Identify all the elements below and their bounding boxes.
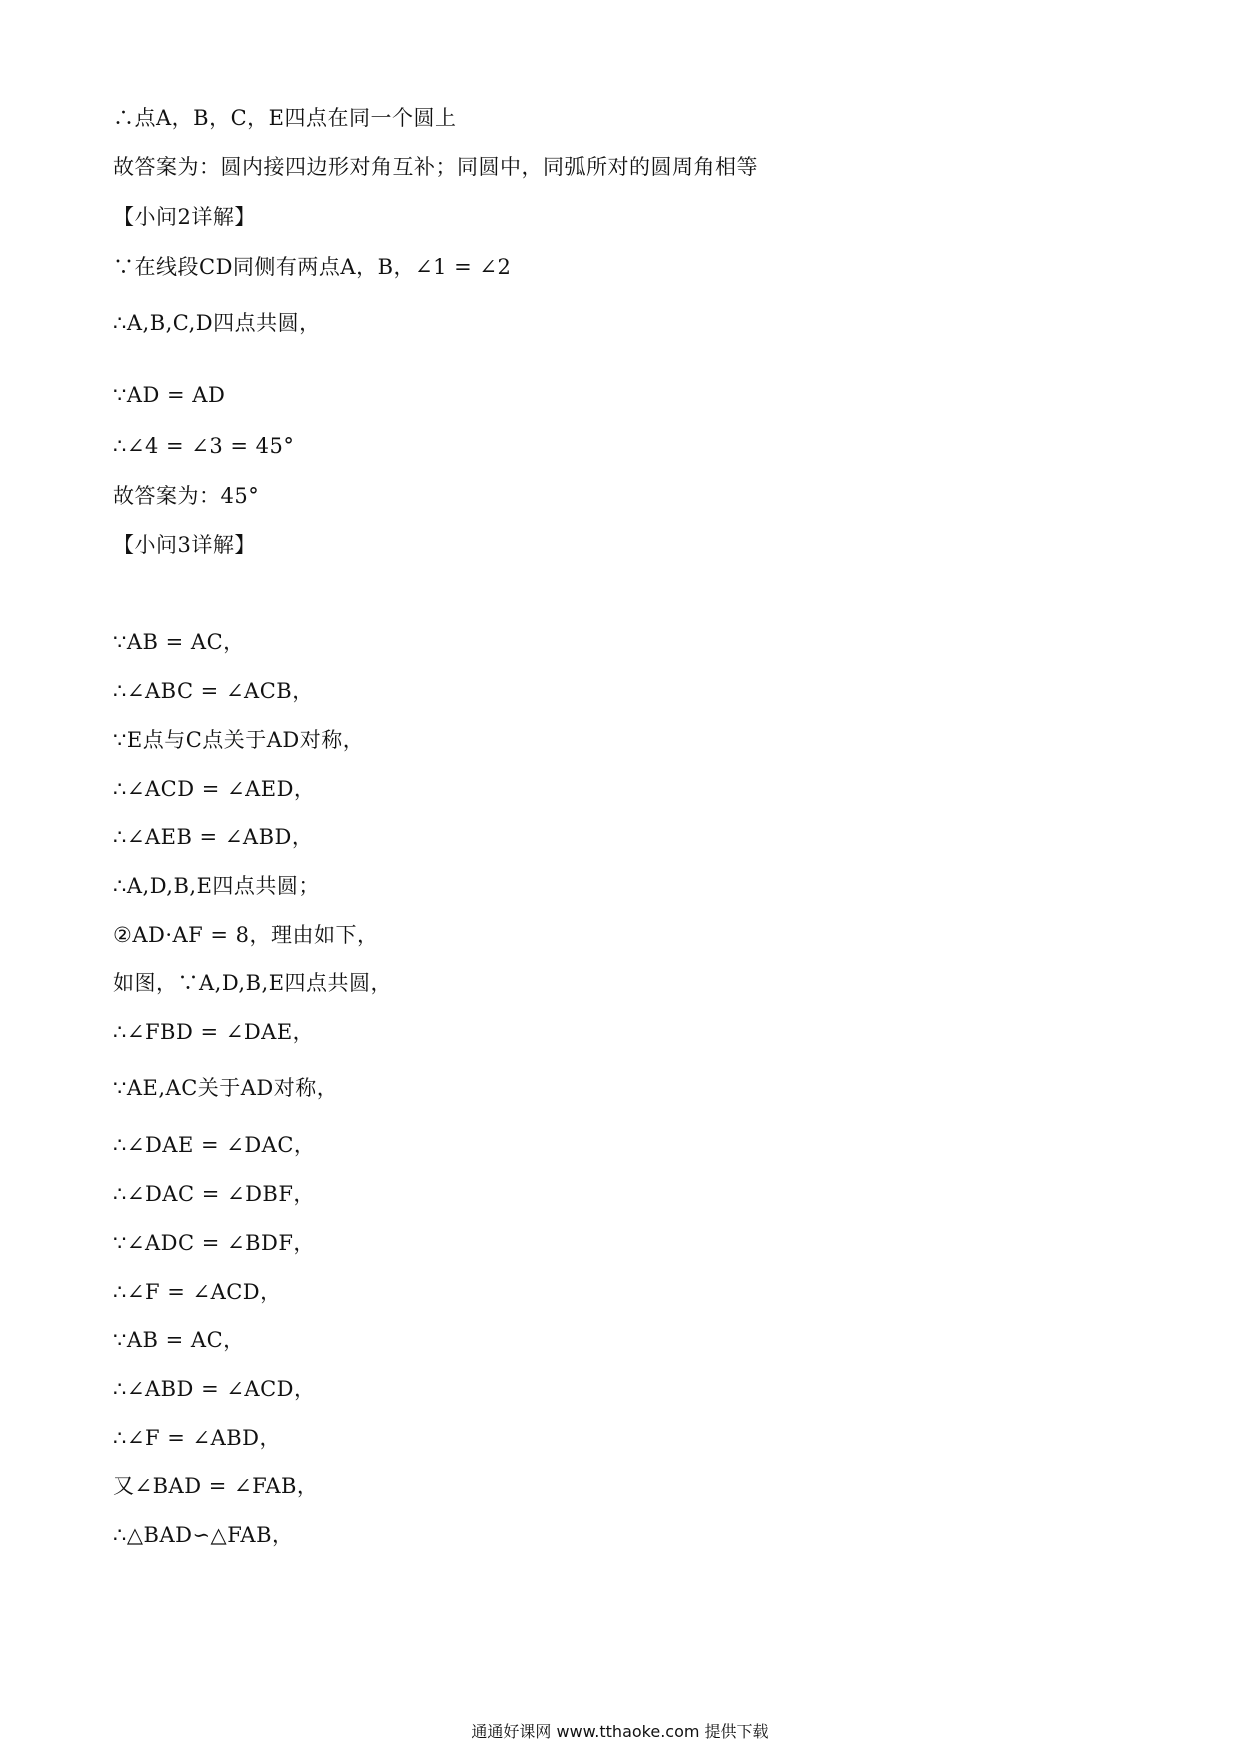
text-line: ∴A,B,C,D四点共圆， bbox=[113, 311, 321, 335]
text-line: ∵AD = AD bbox=[113, 383, 226, 407]
text-line: ∵E点与C点关于AD对称， bbox=[113, 728, 365, 752]
text-line: ∴∠AEB = ∠ABD， bbox=[113, 825, 314, 849]
text-line: 故答案为：45° bbox=[113, 484, 260, 508]
text-line: 故答案为：圆内接四边形对角互补；同圆中，同弧所对的圆周角相等 bbox=[113, 155, 758, 179]
text-line: ∴∠ABC = ∠ACB， bbox=[113, 679, 314, 703]
text-line: ∵AB = AC， bbox=[113, 1328, 245, 1352]
text-line: ∵AE,AC关于AD对称， bbox=[113, 1076, 339, 1100]
text-line: ∴∠DAC = ∠DBF， bbox=[113, 1182, 315, 1206]
section-heading: 【小问3详解】 bbox=[113, 533, 256, 557]
text-line: ∴∠DAE = ∠DAC， bbox=[113, 1133, 316, 1157]
text-line: ∴∠F = ∠ACD， bbox=[113, 1280, 282, 1304]
text-line: ∵∠ADC = ∠BDF， bbox=[113, 1231, 315, 1255]
text-line: ②AD·AF = 8，理由如下， bbox=[113, 923, 379, 947]
text-line: ∵在线段CD同侧有两点A，B，∠1 = ∠2 bbox=[113, 255, 512, 279]
text-line: ∴∠FBD = ∠DAE， bbox=[113, 1020, 315, 1044]
text-line: ∵AB = AC， bbox=[113, 630, 245, 654]
text-line: ∴∠F = ∠ABD， bbox=[113, 1426, 282, 1450]
text-line: ∴△BAD∽△FAB， bbox=[113, 1523, 294, 1547]
text-line: ∴A,D,B,E四点共圆； bbox=[113, 874, 320, 898]
text-line: ∴∠ABD = ∠ACD， bbox=[113, 1377, 316, 1401]
text-line: 如图，∵A,D,B,E四点共圆， bbox=[113, 971, 393, 995]
page-footer: 通通好课网 www.tthaoke.com 提供下载 bbox=[471, 1722, 769, 1741]
text-line: ∴∠ACD = ∠AED， bbox=[113, 777, 316, 801]
section-heading: 【小问2详解】 bbox=[113, 205, 256, 229]
text-line: ∴∠4 = ∠3 = 45° bbox=[113, 434, 295, 458]
text-line: ∴点A，B，C，E四点在同一个圆上 bbox=[113, 106, 457, 130]
text-line: 又∠BAD = ∠FAB， bbox=[113, 1474, 319, 1498]
